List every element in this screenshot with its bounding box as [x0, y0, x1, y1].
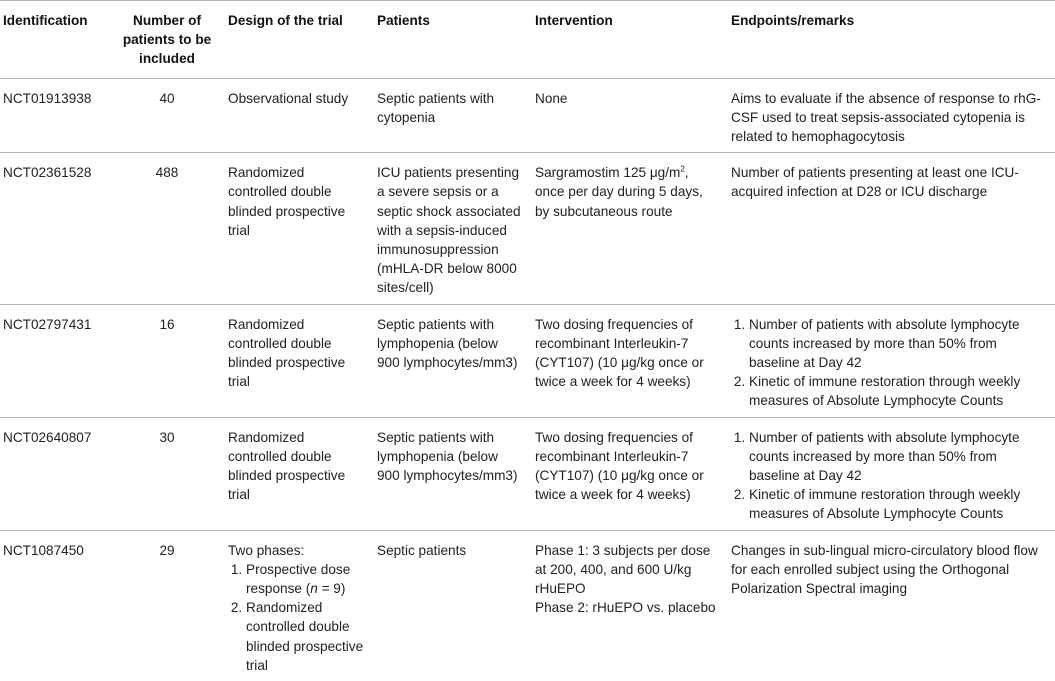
list-item: 2. Kinetic of immune restoration through weekly measures of Absolute Lymphocyte Counts [749, 372, 1049, 410]
endpoints-list [731, 428, 1049, 524]
cell-identification: NCT02797431 [3, 316, 92, 332]
cell-patients: Septic patients with lymphopenia (below 900 lymphocytes/mm3) [377, 429, 518, 484]
list-item: 2. Randomized controlled double blinded prospective trial [246, 598, 365, 675]
cell-patients: Septic patients with lymphopenia (below 900 lymphocytes/mm3) [377, 316, 518, 371]
cell-patients-count: 29 [159, 542, 175, 558]
cell-endpoints [725, 304, 1055, 417]
cell-endpoints: Changes in sub-lingual micro-circulatory blood flow for each enrolled subject using the Orthogonal Polarization Spectral imaging [731, 542, 1038, 597]
cell-patients-count: 488 [155, 165, 179, 181]
cell-endpoints: Number of patients presenting at least one ICU-acquired infection at D28 or ICU discharge [731, 165, 1019, 200]
header-patients: Patients [377, 13, 430, 28]
table-row [0, 417, 1055, 530]
italic-n: n [310, 581, 318, 597]
cell-patients: Septic patients with cytopenia [377, 90, 495, 125]
cell-design [222, 530, 371, 681]
endpoints-list [731, 315, 1049, 411]
cell-intervention [529, 153, 725, 304]
cell-identification: NCT1087450 [3, 542, 84, 558]
design-item-text: Prospective dose response ( [246, 561, 351, 597]
superscript: 2 [680, 164, 685, 174]
intervention-phase-1: Phase 1: 3 subjects per dose at 200, 400, and 600 U/kg rHuEPO [535, 542, 711, 597]
cell-identification: NCT02640807 [3, 429, 92, 445]
cell-intervention: Two dosing frequencies of recombinant Interleukin-7 (CYT107) (10 μg/kg once or twice a week for 4 weeks) [535, 429, 704, 503]
list-item: 1. Number of patients with absolute lymphocyte counts increased by more than 50% from baseline at Day 42 [749, 428, 1049, 486]
cell-design: Observational study [228, 90, 349, 106]
list-item [246, 560, 365, 598]
cell-patients: ICU patients presenting a severe sepsis or a septic shock associated with a sepsis-induced immunosuppression (mHLA-DR below 8000 sites/cell) [377, 165, 521, 296]
intervention-phase-2: Phase 2: rHuEPO vs. placebo [535, 600, 716, 616]
table-row [0, 304, 1055, 417]
cell-patients-count: 30 [159, 429, 175, 445]
table-row [0, 153, 1055, 304]
cell-design: Randomized controlled double blinded prospective trial [228, 165, 346, 238]
cell-endpoints: Aims to evaluate if the absence of response to rhG-CSF used to treat sepsis-associated cytopenia is related to hemophagocytosis [731, 90, 1041, 145]
cell-identification: NCT01913938 [3, 90, 92, 106]
cell-patients: Septic patients [377, 542, 467, 558]
cell-identification: NCT02361528 [3, 165, 92, 181]
design-item-text-cont: = 9) [317, 581, 346, 597]
intervention-text-cont: , once per day during 5 days, by subcutaneous route [535, 165, 703, 219]
table-header-row [0, 1, 1055, 79]
cell-design: Randomized controlled double blinded prospective trial [228, 316, 346, 390]
cell-patients-count: 40 [159, 90, 175, 106]
list-item: 1. Number of patients with absolute lymphocyte counts increased by more than 50% from baseline at Day 42 [749, 315, 1049, 373]
cell-intervention: None [535, 90, 568, 106]
intervention-text: Sargramostim 125 μg/m [535, 165, 681, 181]
cell-intervention: Two dosing frequencies of recombinant Interleukin-7 (CYT107) (10 μg/kg once or twice a week for 4 weeks) [535, 316, 704, 390]
cell-patients-count: 16 [159, 316, 175, 332]
list-item: 2. Kinetic of immune restoration through weekly measures of Absolute Lymphocyte Counts [749, 485, 1049, 523]
design-list [228, 560, 365, 675]
cell-intervention [529, 530, 725, 681]
cell-endpoints [725, 417, 1055, 530]
cell-design: Randomized controlled double blinded prospective trial [228, 429, 346, 503]
design-intro: Two phases: [228, 542, 305, 558]
header-intervention: Intervention [535, 13, 613, 28]
table-row [0, 78, 1055, 153]
header-design: Design of the trial [228, 13, 343, 28]
header-endpoints: Endpoints/remarks [731, 13, 855, 28]
header-patients-count: Number of patients to be included [122, 13, 212, 67]
header-identification: Identification [3, 13, 88, 28]
table-row [0, 530, 1055, 681]
